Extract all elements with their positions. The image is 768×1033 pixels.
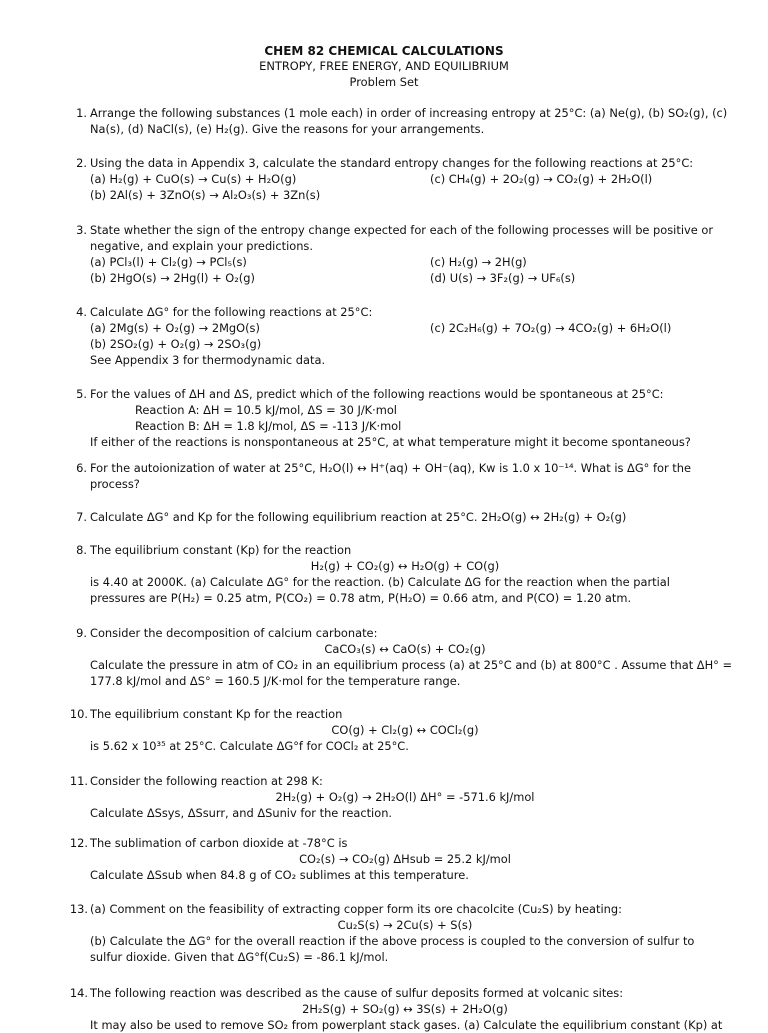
problem-number: 14. xyxy=(69,986,88,1000)
document-header xyxy=(0,44,768,90)
problem-text: If either of the reactions is nonspontaneous at 25°C, at what temperature might it become spontaneous? xyxy=(90,435,691,449)
problem-text: For the autoionization of water at 25°C, H₂O(l) ↔ H⁺(aq) + OH⁻(aq), Kw is 1.0 x 10⁻¹⁴. What is ΔG° for the xyxy=(90,461,691,475)
problem-number: 1. xyxy=(76,106,87,120)
problem-text: negative, and explain your predictions. xyxy=(90,239,313,253)
problem-12 xyxy=(69,835,720,883)
problem-1 xyxy=(76,105,728,137)
reaction-b: (b) 2SO₂(g) + O₂(g) → 2SO₃(g) xyxy=(90,337,262,351)
reaction-b-values: Reaction B: ΔH = 1.8 kJ/mol, ΔS = -113 J/K·mol xyxy=(135,419,402,433)
problem-text: The following reaction was described as the cause of sulfur deposits formed at volcanic sites: xyxy=(90,986,624,1000)
reaction-a: (a) 2Mg(s) + O₂(g) → 2MgO(s) xyxy=(90,321,260,335)
reaction-c: (c) H₂(g) → 2H(g) xyxy=(430,255,527,269)
problem-number: 8. xyxy=(76,543,87,557)
reaction-b: (b) 2HgO(s) → 2Hg(l) + O₂(g) xyxy=(90,271,255,285)
problem-text: Calculate ΔG° for the following reactions at 25°C: xyxy=(90,305,373,319)
problem-6 xyxy=(76,460,720,492)
reaction-row xyxy=(90,336,720,352)
problem-number: 10. xyxy=(69,707,88,721)
reaction-a: (a) PCl₃(l) + Cl₂(g) → PCl₅(s) xyxy=(90,255,247,269)
reaction-equation: 2H₂S(g) + SO₂(g) ↔ 3S(s) + 2H₂O(g) xyxy=(302,1002,508,1016)
problem-text: Consider the following reaction at 298 K: xyxy=(90,774,323,788)
problem-text: pressures are P(H₂) = 0.25 atm, P(CO₂) = 0.78 atm, P(H₂O) = 0.66 atm, and P(CO) = 1.20 atm. xyxy=(90,591,632,605)
problem-text: process? xyxy=(90,477,140,491)
problem-note: See Appendix 3 for thermodynamic data. xyxy=(90,353,326,367)
reaction-row xyxy=(90,171,720,187)
problem-text: Na(s), (d) NaCl(s), (e) H₂(g). Give the reasons for your arrangements. xyxy=(90,122,485,136)
problem-text: The equilibrium constant (Kp) for the reaction xyxy=(90,543,352,557)
problem-number: 5. xyxy=(76,387,87,401)
problem-text: Arrange the following substances (1 mole each) in order of increasing entropy at 25°C: (a) Ne(g), (b) SO₂(g), (c) xyxy=(90,106,728,120)
problem-5 xyxy=(76,386,720,450)
problem-text: Calculate the pressure in atm of CO₂ in an equilibrium process (a) at 25°C and (b) at 800°C . Assume that ΔH° = xyxy=(90,658,733,672)
problem-2 xyxy=(76,155,720,203)
reaction-equation: H₂(g) + CO₂(g) ↔ H₂O(g) + CO(g) xyxy=(310,559,500,573)
problem-text: Consider the decomposition of calcium carbonate: xyxy=(90,626,378,640)
reaction-row xyxy=(90,270,720,286)
problem-8 xyxy=(76,542,720,606)
reaction-equation: CO₂(s) → CO₂(g) ΔHsub = 25.2 kJ/mol xyxy=(299,852,511,866)
reaction-row xyxy=(90,187,720,203)
problem-text: Using the data in Appendix 3, calculate the standard entropy changes for the following reactions at 25°C: xyxy=(90,156,694,170)
problem-number: 6. xyxy=(76,461,87,475)
document-type: Problem Set xyxy=(349,75,419,89)
problem-text: Calculate ΔSsys, ΔSsurr, and ΔSuniv for the reaction. xyxy=(90,806,393,820)
problem-text: Calculate ΔSsub when 84.8 g of CO₂ sublimes at this temperature. xyxy=(90,868,469,882)
reaction-c: (c) 2C₂H₆(g) + 7O₂(g) → 4CO₂(g) + 6H₂O(l) xyxy=(430,321,672,335)
problem-11 xyxy=(69,773,720,821)
reaction-a-values: Reaction A: ΔH = 10.5 kJ/mol, ΔS = 30 J/K·mol xyxy=(135,403,397,417)
problem-number: 12. xyxy=(69,836,88,850)
problem-text: State whether the sign of the entropy change expected for each of the following processes will be positive or xyxy=(90,223,714,237)
problem-text: For the values of ΔH and ΔS, predict which of the following reactions would be spontaneous at 25°C: xyxy=(90,387,664,401)
problem-text: 177.8 kJ/mol and ΔS° = 160.5 J/K·mol for the temperature range. xyxy=(90,674,461,688)
course-title: CHEM 82 CHEMICAL CALCULATIONS xyxy=(264,44,504,58)
problem-7 xyxy=(76,509,720,525)
reaction-equation: Cu₂S(s) → 2Cu(s) + S(s) xyxy=(337,918,473,932)
reaction-equation: 2H₂(g) + O₂(g) → 2H₂O(l) ΔH° = -571.6 kJ/mol xyxy=(275,790,535,804)
problem-text: is 5.62 x 10³⁵ at 25°C. Calculate ΔG°f for COCl₂ at 25°C. xyxy=(90,739,409,753)
reaction-b: (b) 2Al(s) + 3ZnO(s) → Al₂O₃(s) + 3Zn(s) xyxy=(90,188,321,202)
reaction-row xyxy=(90,254,720,270)
reaction-d: (d) U(s) → 3F₂(g) → UF₆(s) xyxy=(430,271,576,285)
reaction-row xyxy=(90,320,720,336)
problem-number: 4. xyxy=(76,305,87,319)
problem-number: 9. xyxy=(76,626,87,640)
problem-text: (a) Comment on the feasibility of extracting copper form its ore chacolcite (Cu₂S) by heating: xyxy=(90,902,622,916)
problem-14 xyxy=(69,985,723,1033)
problem-3 xyxy=(76,222,720,286)
problem-number: 7. xyxy=(76,510,87,524)
problem-text: It may also be used to remove SO₂ from powerplant stack gases. (a) Calculate the equilibrium constant (Kp) at xyxy=(90,1018,723,1032)
reaction-c: (c) CH₄(g) + 2O₂(g) → CO₂(g) + 2H₂O(l) xyxy=(430,172,653,186)
reaction-a: (a) H₂(g) + CuO(s) → Cu(s) + H₂O(g) xyxy=(90,172,297,186)
document-subtitle: ENTROPY, FREE ENERGY, AND EQUILIBRIUM xyxy=(259,59,509,73)
problem-text: The sublimation of carbon dioxide at -78°C is xyxy=(90,836,348,850)
problem-text: The equilibrium constant Kp for the reaction xyxy=(90,707,343,721)
reaction-equation: CO(g) + Cl₂(g) ↔ COCl₂(g) xyxy=(331,723,479,737)
problem-number: 11. xyxy=(69,774,88,788)
problem-4 xyxy=(76,304,720,368)
problem-text: (b) Calculate the ΔG° for the overall reaction if the above process is coupled to the conversion of sulfur to xyxy=(90,934,695,948)
problem-text: is 4.40 at 2000K. (a) Calculate ΔG° for the reaction. (b) Calculate ΔG for the reaction when the partial xyxy=(90,575,670,589)
problem-number: 3. xyxy=(76,223,87,237)
problem-number: 2. xyxy=(76,156,87,170)
reaction-equation: CaCO₃(s) ↔ CaO(s) + CO₂(g) xyxy=(324,642,486,656)
problem-text: Calculate ΔG° and Kp for the following equilibrium reaction at 25°C. 2H₂O(g) ↔ 2H₂(g) + O₂(g) xyxy=(90,510,627,524)
problem-text: sulfur dioxide. Given that ΔG°f(Cu₂S) = -86.1 kJ/mol. xyxy=(90,950,389,964)
problem-10 xyxy=(69,706,720,754)
problem-number: 13. xyxy=(69,902,88,916)
problem-13 xyxy=(69,901,720,965)
problem-9 xyxy=(76,625,733,689)
